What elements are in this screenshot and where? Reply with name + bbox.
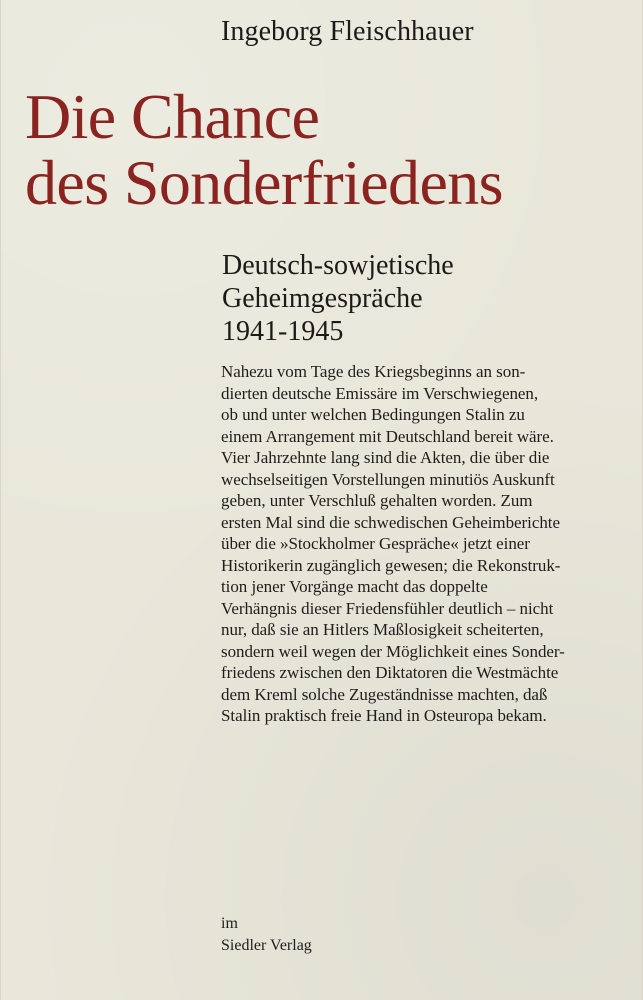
subtitle-line-2: Geheimgespräche [222,283,423,314]
blurb-line-1: Nahezu vom Tage des Kriegsbeginns an son- [221,362,526,381]
author-name: Ingeborg Fleischhauer [221,16,474,47]
blurb-line-7: geben, unter Verschluß gehalten worden. Zum [221,491,533,510]
blurb-line-8: ersten Mal sind die schwedischen Geheimberichte [221,512,560,532]
blurb-line-15: friedens zwischen den Diktatoren die Westmächte [221,663,559,682]
blurb-line-16: dem Kreml solche Zugeständnisse machten, daß [221,684,548,704]
blurb-line-11: tion jener Vorgänge macht das doppelte [221,577,488,596]
book-subtitle [222,249,582,348]
title-line-2: des Sonderfriedens [25,147,503,218]
publisher-prefix: im [221,915,238,932]
book-title [25,81,635,218]
title-line-1: Die Chance [25,81,320,152]
blurb-line-13: nur, daß sie an Hitlers Maßlosigkeit scheiterten, [221,620,544,639]
publisher-block [221,913,312,957]
blurb-line-4: einem Arrangement mit Deutschland bereit wäre. [221,426,554,446]
blurb-line-17: Stalin praktisch freie Hand in Osteuropa bekam. [221,706,547,725]
blurb-line-9: über die »Stockholmer Gespräche« jetzt einer [221,534,530,553]
blurb-line-14: sondern weil wegen der Möglichkeit eines Sonder- [221,641,565,661]
blurb-text [221,361,601,727]
blurb-line-2: dierten deutsche Emissäre im Verschwiegenen, [221,383,539,403]
subtitle-line-3: 1941-1945 [222,316,344,347]
blurb-line-12: Verhängnis dieser Friedensfühler deutlich – nicht [221,598,554,618]
publisher-name: Siedler Verlag [221,937,312,954]
blurb-line-5: Vier Jahrzehnte lang sind die Akten, die über die [221,448,550,467]
blurb-line-6: wechselseitigen Vorstellungen minutiös Auskunft [221,469,555,489]
subtitle-line-1: Deutsch-sowjetische [222,250,454,281]
blurb-line-3: ob und unter welchen Bedingungen Stalin zu [221,405,525,424]
blurb-line-10: Historikerin zugänglich gewesen; die Rekonstruk- [221,555,561,575]
